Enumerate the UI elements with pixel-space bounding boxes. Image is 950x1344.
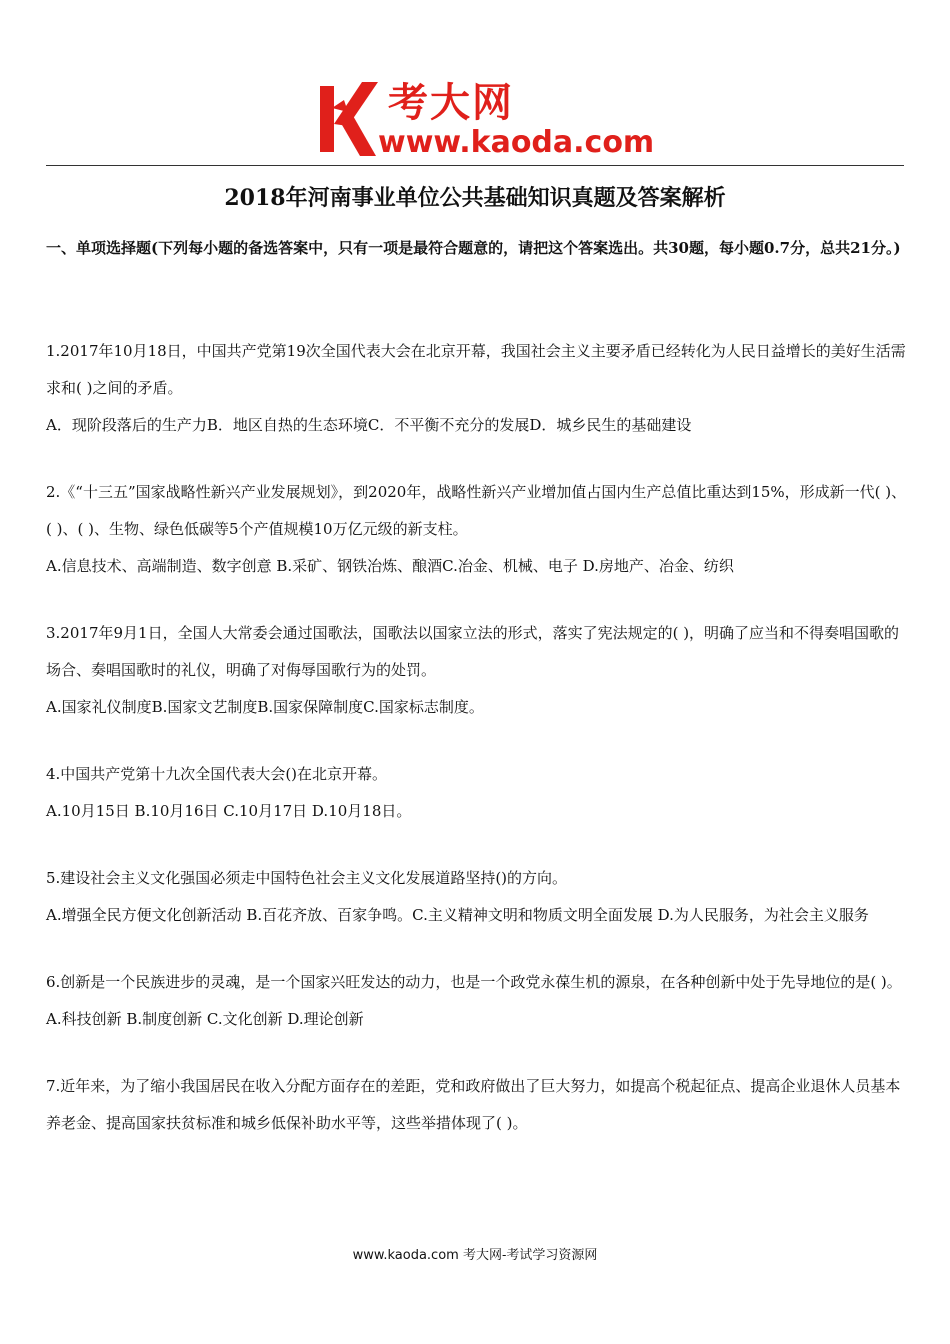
question-stem: 4.中国共产党第十九次全国代表大会()在北京开幕。 [46, 765, 388, 783]
question-options: A.国家礼仪制度B.国家文艺制度B.国家保障制度C.国家标志制度。 [46, 698, 484, 716]
page-title: 2018年河南事业单位公共基础知识真题及答案解析 [224, 185, 726, 211]
question-options: A.科技创新 B.制度创新 C.文化创新 D.理论创新 [46, 1010, 364, 1028]
question-item [46, 474, 908, 585]
question-options: A.10月15日 B.10月16日 C.10月17日 D.10月18日。 [46, 802, 412, 820]
question-item [46, 1068, 908, 1142]
question-stem: 5.建设社会主义文化强国必须走中国特色社会主义文化发展道路坚持()的方向。 [46, 869, 568, 887]
question-options: A.信息技术、高端制造、数字创意 B.采矿、钢铁冶炼、酿酒C.冶金、机械、电子 D.房地产、冶金、纺织 [46, 557, 734, 575]
question-stem: 2.《“十三五”国家战略性新兴产业发展规划》，到2020年，战略性新兴产业增加值占国内生产总值比重达到15%，形成新一代( )、( )、( )、生物、绿色低碳等5个产值规模10万亿元级的新支柱。 [46, 483, 907, 538]
logo-url: www.kaoda.com [378, 125, 655, 160]
question-item [46, 756, 908, 830]
question-stem: 3.2017年9月1日，全国人大常委会通过国歌法，国歌法以国家立法的形式，落实了宪法规定的( )，明确了应当和不得奏唱国歌的场合、奏唱国歌时的礼仪，明确了对侮辱国歌行为的处罚。 [46, 624, 900, 679]
question-options: A.增强全民方便文化创新活动 B.百花齐放、百家争鸣。C.主义精神文明和物质文明全面发展 D.为人民服务，为社会主义服务 [46, 906, 869, 924]
question-stem: 1.2017年10月18日，中国共产党第19次全国代表大会在北京开幕，我国社会主义主要矛盾已经转化为人民日益增长的美好生活需求和( )之间的矛盾。 [46, 342, 906, 397]
question-stem: 6.创新是一个民族进步的灵魂，是一个国家兴旺发达的动力，也是一个政党永葆生机的源泉，在各种创新中处于先导地位的是( )。 [46, 973, 902, 991]
question-item [46, 333, 908, 444]
logo-chinese-name: 考大网 [388, 80, 514, 126]
question-item [46, 615, 908, 726]
footer-text: 考大网-考试学习资源网 [458, 1248, 598, 1263]
question-item [46, 860, 908, 934]
question-options: A．现阶段落后的生产力B．地区自热的生态环境C．不平衡不充分的发展D．城乡民生的基础建设 [46, 416, 692, 434]
k-logo-icon [318, 78, 380, 160]
header-divider [46, 165, 904, 166]
question-stem: 7.近年来，为了缩小我国居民在收入分配方面存在的差距，党和政府做出了巨大努力，如提高个税起征点、提高企业退休人员基本养老金、提高国家扶贫标准和城乡低保补助水平等，这些举措体现了( )。 [46, 1077, 901, 1132]
kaoda-logo [318, 78, 655, 160]
footer-url[interactable]: www.kaoda.com [352, 1248, 459, 1263]
page-footer [0, 1246, 950, 1266]
section-heading: 一、单项选择题(下列每小题的备选答案中，只有一项是最符合题意的，请把这个答案选出。共30题，每小题0.7分，总共21分。) [46, 239, 901, 257]
question-item [46, 964, 908, 1038]
question-list [46, 333, 908, 1172]
